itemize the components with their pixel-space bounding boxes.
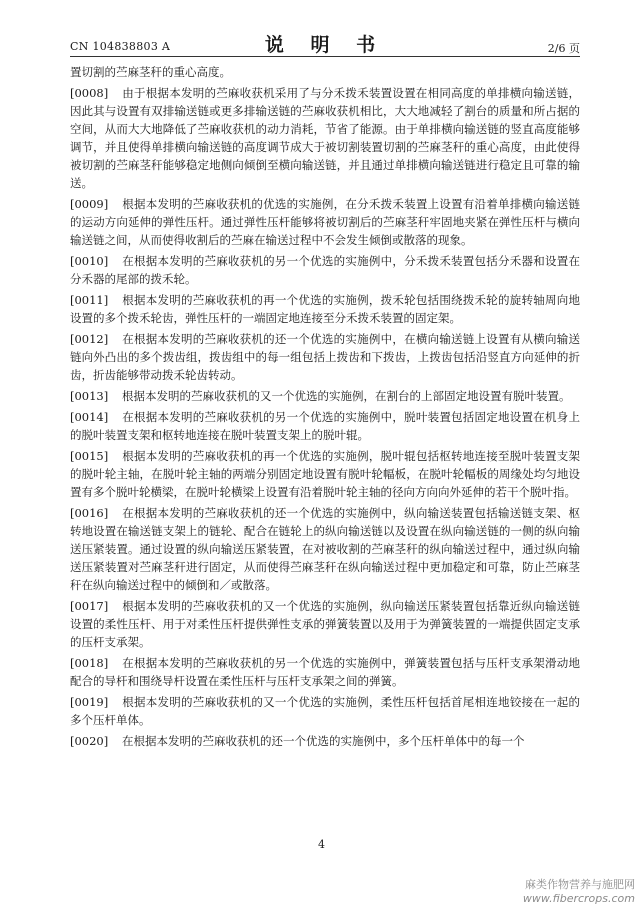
page-reference: 2/6 页 bbox=[547, 42, 580, 55]
paragraph-number: [0015] bbox=[70, 449, 109, 463]
paragraph-0011 bbox=[70, 291, 580, 327]
paragraph-text: 根据本发明的苎麻收获机的再一个优选的实施例，脱叶辊包括枢转地连接至脱叶装置支架的脱叶轮主轴，在脱叶轮主轴的两端分别固定地设置有脱叶轮幅板，在脱叶轮幅板的周缘处均匀地设置有多个脱叶轮横梁，在脱叶轮横梁上设置有沿着脱叶轮主轴的径向方向向外延伸的若干个脱叶指。 bbox=[70, 449, 580, 499]
paragraph-number: [0020] bbox=[70, 734, 109, 748]
paragraph-text: 根据本发明的苎麻收获机的优选的实施例，在分禾拨禾装置上设置有沿着单排横向输送链的运动方向延伸的弹性压杆。通过弹性压杆能够将被切割后的苎麻茎秆牢固地夹紧在弹性压杆与横向输送链之间，从而使得收割后的苎麻在输送过程中不会发生倾倒或散落的现象。 bbox=[70, 197, 580, 247]
paragraph-0020 bbox=[70, 732, 580, 750]
paragraph-0018 bbox=[70, 654, 580, 690]
page-number: 4 bbox=[318, 838, 325, 851]
paragraph-text: 在根据本发明的苎麻收获机的还一个优选的实施例中，多个压杆单体中的每一个 bbox=[122, 734, 525, 748]
paragraph-number: [0008] bbox=[70, 86, 109, 100]
document-title: 说 明 书 bbox=[264, 34, 386, 56]
paragraph-text: 由于根据本发明的苎麻收获机采用了与分禾拨禾装置设置在相同高度的单排横向输送链，因此其与设置有双排输送链或更多排输送链的苎麻收获机相比，大大地减轻了割台的质量和所占据的空间，从而大大地降低了苎麻收获机的动力消耗，节省了能源。由于单排横向输送链的竖直高度能够调节，并且使得单排横向输送链的高度调节成大于被切割装置切割的苎麻茎秆的重心高度，由此使得被切割的苎麻茎秆能够稳定地侧向倾倒至横向输送链，并且通过单排横向输送链进行稳定且可靠的输送。 bbox=[70, 86, 580, 190]
paragraph-0017 bbox=[70, 597, 580, 651]
paragraph-text: 根据本发明的苎麻收获机的再一个优选的实施例，拨禾轮包括围绕拨禾轮的旋转轴周向地设置的多个拨禾轮齿，弹性压杆的一端固定地连接至分禾拨禾装置的固定架。 bbox=[70, 293, 580, 325]
header-divider bbox=[70, 56, 580, 57]
paragraph-number: [0014] bbox=[70, 410, 109, 424]
paragraph-number: [0009] bbox=[70, 197, 109, 211]
paragraph-0009 bbox=[70, 195, 580, 249]
paragraph-continuation: 置切割的苎麻茎秆的重心高度。 bbox=[70, 65, 231, 79]
paragraph-0015 bbox=[70, 447, 580, 501]
paragraph-number: [0017] bbox=[70, 599, 109, 613]
paragraph-0008 bbox=[70, 84, 580, 192]
paragraph-0016 bbox=[70, 504, 580, 594]
paragraph-text: 在根据本发明的苎麻收获机的还一个优选的实施例中，在横向输送链上设置有从横向输送链向外凸出的多个拨齿组，拨齿组中的每一组包括上拨齿和下拨齿，上拨齿包括沿竖直方向延伸的折齿，折齿能够带动拨禾轮齿转动。 bbox=[70, 332, 580, 382]
paragraph-text: 在根据本发明的苎麻收获机的另一个优选的实施例中，分禾拨禾装置包括分禾器和设置在分禾器的尾部的拨禾轮。 bbox=[70, 254, 580, 286]
watermark-title: 麻类作物营养与施肥网 bbox=[525, 878, 635, 891]
paragraph-0013 bbox=[70, 387, 580, 405]
paragraph-number: [0011] bbox=[70, 293, 109, 307]
paragraph-text: 在根据本发明的苎麻收获机的还一个优选的实施例中，纵向输送装置包括输送链支架、枢转地设置在输送链支架上的链轮、配合在链轮上的纵向输送链以及设置在纵向输送链的一侧的纵向输送压紧装置。通过设置的纵向输送压紧装置，在对被收割的苎麻茎秆的纵向输送过程中，通过纵向输送压紧装置对苎麻茎秆进行固定，从而使得苎麻茎秆在纵向输送过程中更加稳定和可靠，防止苎麻茎秆在纵向输送过程中的倾倒和／或散落。 bbox=[70, 506, 580, 592]
document-body bbox=[70, 63, 580, 753]
paragraph-number: [0012] bbox=[70, 332, 109, 346]
paragraph-number: [0018] bbox=[70, 656, 109, 670]
paragraph-0014 bbox=[70, 408, 580, 444]
paragraph-0019 bbox=[70, 693, 580, 729]
paragraph-text: 根据本发明的苎麻收获机的又一个优选的实施例，柔性压杆包括首尾相连地铰接在一起的多个压杆单体。 bbox=[70, 695, 580, 727]
page-header bbox=[70, 28, 580, 58]
paragraph-text: 根据本发明的苎麻收获机的又一个优选的实施例，纵向输送压紧装置包括靠近纵向输送链设置的柔性压杆、用于对柔性压杆提供弹性支承的弹簧装置以及用于为弹簧装置的一端提供固定支承的压杆支承架。 bbox=[70, 599, 580, 649]
patent-number: CN 104838803 A bbox=[70, 40, 171, 53]
paragraph-number: [0016] bbox=[70, 506, 109, 520]
paragraph-number: [0019] bbox=[70, 695, 109, 709]
paragraph-number: [0010] bbox=[70, 254, 109, 268]
paragraph-text: 根据本发明的苎麻收获机的又一个优选的实施例，在割台的上部固定地设置有脱叶装置。 bbox=[122, 389, 571, 403]
paragraph-text: 在根据本发明的苎麻收获机的另一个优选的实施例中，弹簧装置包括与压杆支承架滑动地配合的导杆和围绕导杆设置在柔性压杆与压杆支承架之间的弹簧。 bbox=[70, 656, 580, 688]
watermark-url: www.fibercrops.com bbox=[522, 892, 635, 905]
paragraph-number: [0013] bbox=[70, 389, 109, 403]
paragraph-0012 bbox=[70, 330, 580, 384]
paragraph-text: 在根据本发明的苎麻收获机的另一个优选的实施例中，脱叶装置包括固定地设置在机身上的脱叶装置支架和枢转地连接在脱叶装置支架上的脱叶辊。 bbox=[70, 410, 580, 442]
paragraph-0010 bbox=[70, 252, 580, 288]
